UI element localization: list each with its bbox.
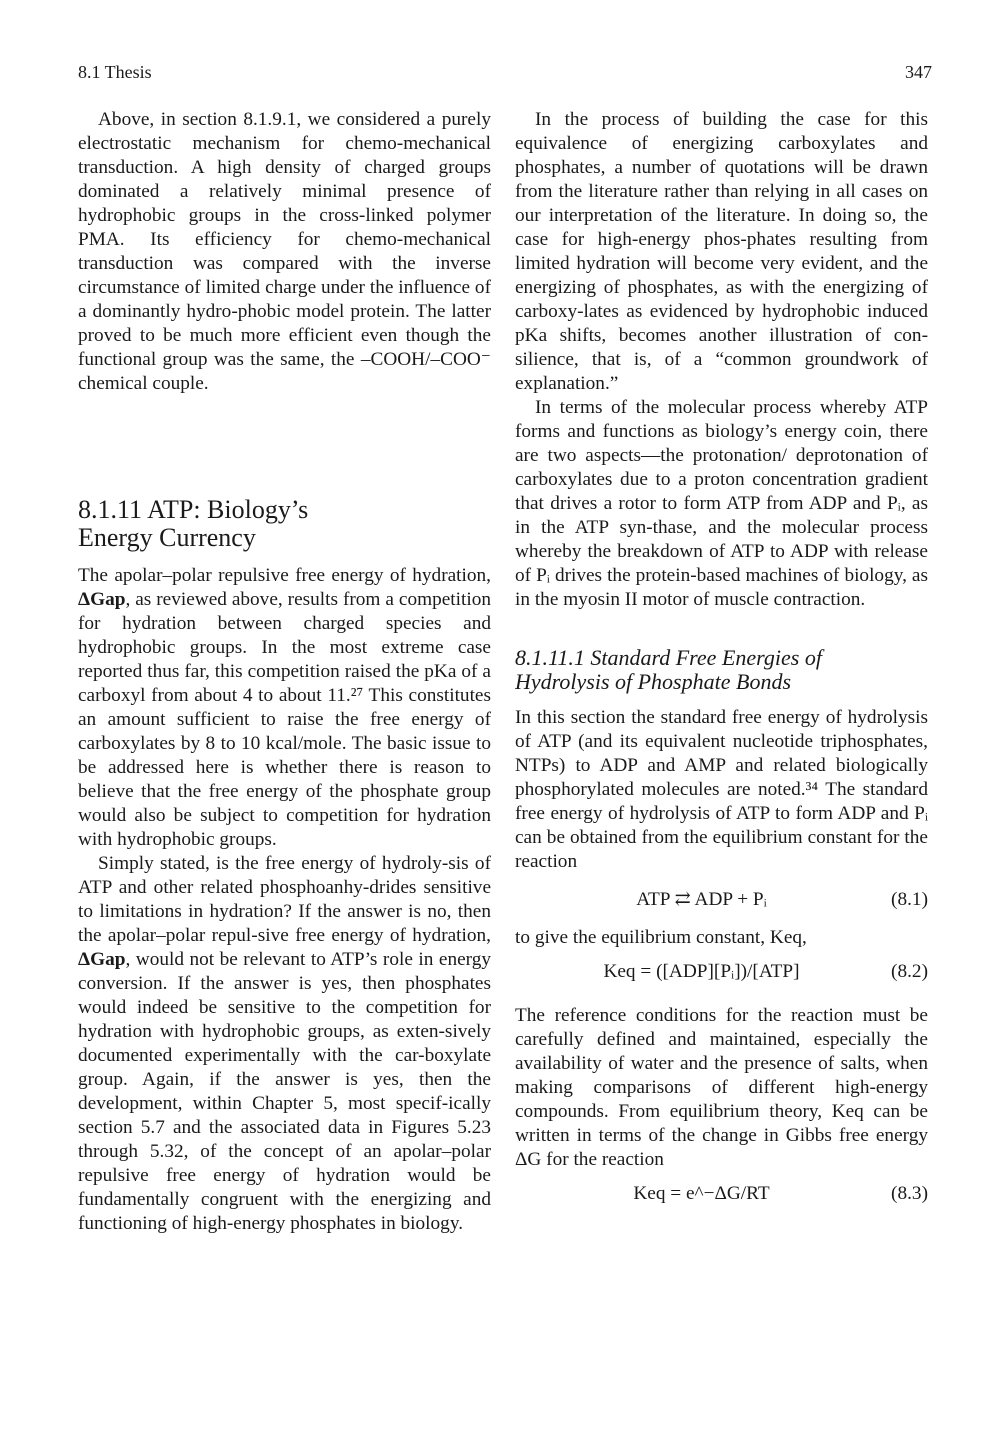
right-column [515,108,928,1378]
page-number: 347 [905,62,932,82]
running-head [78,58,932,86]
paragraph-quotations: In the process of building the case for this equivalence of energizing carboxylates and phosphates, a number of quotations will be drawn from the literature rather than relying in all cases on our interpretation of the literature. In doing so, the case for high-energy phos-phates resulting from limited hydration will become very evident, and the energizing of phosphates, as with the energizing of carboxy-lates as evidenced by hydrophobic induced pKa shifts, becomes another illustration of con-silience, that is, of a “common groundwork of explanation.” [515,109,928,394]
equation-8-1 [515,888,928,912]
equation-body: Keq = ([ADP][Pᵢ])/[ATP] [603,961,800,982]
spacer [515,912,928,926]
section-heading-atp [78,496,491,552]
subheading-line-2: Hydrolysis of Phosphate Bonds [515,669,791,694]
spacer [78,552,491,564]
delta-g-ap-symbol: ΔGap [78,589,126,610]
text-run: , as reviewed above, results from a competition for hydration between charged species and hydrophobic groups. In the most extreme case reported thus far, this competition raised the pKa of a carboxyl from about 4 to about 11.²⁷ This constitutes an amount sufficient to raise the free energy of carboxylates by 8 to 10 kcal/mole. The basic issue to be addressed here is whether there is reason to believe that the free energy of the phosphate group would also be subject to competition for hydration with hydrophobic groups. [78,589,491,850]
equation-body: ATP ⇄ ADP + Pᵢ [636,889,767,910]
heading-line-2: Energy Currency [78,523,256,552]
paragraph-intro: Above, in section 8.1.9.1, we considered a purely electrostatic mechanism for chemo-mechanical transduction. A high density of charged groups dominated a relatively minimal presence of hydrophobic groups in the cross-linked polymer PMA. Its efficiency for chemo-mechanical transduction was compared with the inverse circumstance of limited charge under the influence of a dominantly hydro-phobic model protein. The latter proved to be much more efficient even though the functional group was the same, the –COOH/–COO⁻ chemical couple. [78,109,491,394]
spacer [515,950,928,960]
paragraph-simply-stated [78,852,491,1236]
equation-number: (8.1) [891,889,928,910]
left-column [78,108,491,1378]
equation-body: Keq = e^−ΔG/RT [633,1183,770,1204]
spacer [515,874,928,888]
paragraph-standard-free-energy: In this section the standard free energy of hydrolysis of ATP (and its equivalent nucleotide triphosphates, NTPs) to ADP and AMP and related biologically phosphorylated molecules are noted.³⁴ The standard free energy of hydrolysis of ATP to form ADP and Pᵢ can be obtained from the equilibrium constant for the reaction [515,707,928,872]
spacer [515,1172,928,1182]
spacer [515,612,928,646]
equation-8-3 [515,1182,928,1206]
spacer [78,396,491,496]
equation-number: (8.3) [891,1183,928,1204]
paragraph-molecular-process: In terms of the molecular process whereby ATP forms and functions as biology’s energy coin, there are two aspects—the protonation/ deprotonation of carboxylates due to a proton concentration gradient that drives a rotor to form ATP from ADP and Pᵢ, as in the ATP syn-thase, and the molecular process whereby the breakdown of ATP to ADP with release of Pᵢ drives the protein-based machines of biology, as in the myosin II motor of muscle contraction. [515,397,928,610]
paragraph-equilibrium-constant: to give the equilibrium constant, Keq, [515,927,807,948]
spacer [515,984,928,1004]
equation-number: (8.2) [891,961,928,982]
text-run: , would not be relevant to ATP’s role in energy conversion. If the answer is yes, then phosphates would indeed be sensitive to the competition for hydration with hydrophobic groups, as exten-sively documented experimentally with the car-boxylate group. Again, if the answer is yes, then the development, within Chapter 5, most specif-ically section 5.7 and the associated data in Figures 5.23 through 5.32, of the concept of an apolar–polar repulsive free energy of hydration would be fundamentally congruent with the energizing and functioning of high-energy phosphates in biology. [78,949,491,1234]
equation-8-2 [515,960,928,984]
delta-g-ap-symbol: ΔGap [78,949,126,970]
spacer [515,694,928,706]
paragraph-reference-conditions: The reference conditions for the reaction must be carefully defined and maintained, especially the availability of water and the presence of salts, when making comparisons of different high-energy compounds. From equilibrium theory, Keq can be written in terms of the change in Gibbs free energy ΔG for the reaction [515,1005,928,1170]
subheading-line-1: 8.1.11.1 Standard Free Energies of [515,645,822,670]
text-run: The apolar–polar repulsive free energy of hydration, [78,565,491,586]
text-run: Simply stated, is the free energy of hydroly-sis of ATP and other related phosphoanhy-drides sensitive to limitations in hydration? If the answer is no, then the apolar–polar repul-sive free energy of hydration, [78,853,491,946]
section-label: 8.1 Thesis [78,62,152,82]
paragraph-hydration [78,564,491,852]
subsection-heading-free-energies [515,646,928,694]
heading-line-1: 8.1.11 ATP: Biology’s [78,495,309,524]
